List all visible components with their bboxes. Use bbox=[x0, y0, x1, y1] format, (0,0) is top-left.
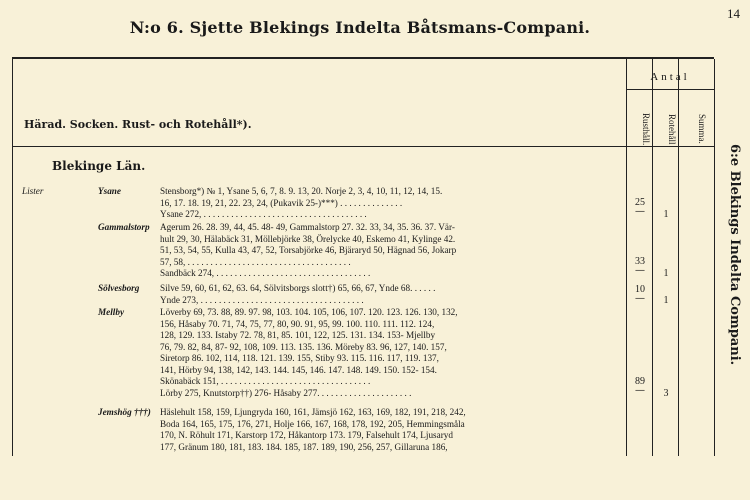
entry-line: Boda 164, 165, 175, 176, 271, Holje 166, 167, 168, 178, 192, 205, Hemmingsmåla bbox=[160, 418, 465, 429]
rusthall-count: 10 bbox=[635, 284, 645, 295]
main-column-header: Härad. Socken. Rust- och Rotehåll*). bbox=[24, 118, 252, 131]
entry-line: Ysane 272, . . . . . . . . . . . . . . . . . . . . . . . . . . . . . . . . . . . . bbox=[160, 209, 367, 219]
rotehall-count: 1 bbox=[663, 268, 669, 279]
socken-label: Jemshög †††) bbox=[98, 407, 151, 417]
entry-lines bbox=[160, 307, 620, 399]
entry-line: 128, 129. 133. Istaby 72. 78, 81, 85. 101, 122, 125. 131. 134. 153- Mjellby bbox=[160, 330, 436, 340]
rusthall-header: Rusthåll. bbox=[641, 112, 651, 146]
entry-lines bbox=[160, 407, 620, 453]
entry-line: 76, 79. 82, 84, 87- 92, 108, 109. 113. 135. 136. Möreby 83. 96, 127, 140. 157, bbox=[160, 341, 447, 352]
entry-line: 141, Hörby 94, 138, 142, 143. 144. 145, 146. 147. 148. 149. 150. 152- 154. bbox=[160, 364, 437, 375]
table-border-left bbox=[12, 59, 13, 456]
summa-header: Summa. bbox=[697, 114, 707, 144]
harad-label: Lister bbox=[22, 186, 44, 196]
entry-line: Skönabäck 151, . . . . . . . . . . . . . . . . . . . . . . . . . . . . . . . . . bbox=[160, 376, 371, 386]
rusthall-count: 25 bbox=[635, 197, 645, 208]
antal-divider bbox=[626, 89, 714, 90]
rotehall-count: 3 bbox=[663, 388, 669, 399]
entry-line: 156, Håsaby 70. 71, 74, 75, 77, 80, 90. 91, 95, 99. 100. 110. 111. 112. 124, bbox=[160, 318, 435, 329]
rotehall-count: 1 bbox=[663, 209, 669, 220]
entry-lines bbox=[160, 283, 620, 306]
entry-line: Häslehult 158, 159, Ljungryda 160, 161, Jämsjö 162, 163, 169, 182, 191, 218, 242, bbox=[160, 407, 466, 417]
rotehall-header: Rotehåll bbox=[667, 113, 677, 145]
entry-line: Lörby 275, Knutstorp††) 276- Håsaby 277. . . . . . . . . . . . . . . . . . . . . bbox=[160, 387, 412, 398]
entry-line: hult 29, 30, Hälabäck 31, Möllebjörke 38, Örelycke 40, Eskemo 41, Kylinge 42. bbox=[160, 233, 456, 244]
entry-line: 51, 53, 54, 55, Kulla 43, 47, 52, Torsabjörke 46, Bjäraryd 50, Hägnad 56, Jokarp bbox=[160, 245, 457, 255]
entry-line: Siretorp 86. 102, 114, 118. 121. 139. 155, Stiby 93. 115. 116. 117, 119. 137, bbox=[160, 353, 439, 363]
socken-label: Sölvesborg bbox=[98, 283, 140, 293]
entry-line: Ynde 273, . . . . . . . . . . . . . . . . . . . . . . . . . . . . . . . . . . . . bbox=[160, 294, 364, 305]
sum-rule: — bbox=[635, 206, 645, 217]
side-title: 6:e Blekings Indelta Compani. bbox=[727, 144, 742, 366]
entry-line: 57, 58, . . . . . . . . . . . . . . . . . . . . . . . . . . . . . . . . . . . . bbox=[160, 256, 351, 267]
page-title: N:o 6. Sjette Blekings Indelta Båtsmans-Compani. bbox=[129, 18, 591, 37]
page-number: 14 bbox=[727, 6, 740, 21]
entry-lines bbox=[160, 222, 620, 280]
entry-line: 170, N. Röhult 171, Karstorp 172, Håkantorp 173. 179, Falsehult 174, Ljusaryd bbox=[160, 430, 453, 440]
socken-label: Ysane bbox=[98, 186, 121, 196]
rusthall-count: 89 bbox=[635, 376, 645, 387]
rusthall-count: 33 bbox=[635, 256, 645, 267]
entry-line: 177, Gränum 180, 181, 183. 184. 185, 187. 189, 190, 256, 257, Gillaruna 186, bbox=[160, 441, 448, 452]
entry-line: Agerum 26. 28. 39, 44, 45. 48- 49, Gammalstorp 27. 32. 33, 34, 35. 36. 37. Vär- bbox=[160, 222, 455, 232]
socken-label: Gammalstorp bbox=[98, 222, 150, 232]
header-divider bbox=[12, 146, 714, 147]
entry-line: Löverby 69, 73. 88, 89. 97. 98, 103. 104. 105, 106, 107. 120. 123. 126. 130, 132, bbox=[160, 307, 458, 317]
table-border-right bbox=[714, 59, 715, 456]
rotehall-count: 1 bbox=[663, 295, 669, 306]
antal-header: Antal bbox=[650, 71, 690, 83]
entry-line: Silve 59, 60, 61, 62, 63. 64, Sölvitsborgs slott†) 65, 66, 67, Ynde 68. . . . . . bbox=[160, 283, 436, 293]
sum-rule: — bbox=[635, 385, 645, 396]
entry-line: Stensborg*) № 1, Ysane 5, 6, 7, 8. 9. 13, 20. Norje 2, 3, 4, 10, 11, 12, 14, 15. bbox=[160, 186, 443, 196]
entry-lines bbox=[160, 186, 620, 221]
entry-line: 16, 17. 18. 19, 21, 22. 23, 24, (Pukavik 25-)***) . . . . . . . . . . . . . . bbox=[160, 197, 403, 208]
socken-label: Mellby bbox=[98, 307, 125, 317]
entry-line: Sandbäck 274, . . . . . . . . . . . . . . . . . . . . . . . . . . . . . . . . . . bbox=[160, 268, 371, 278]
sum-rule: — bbox=[635, 293, 645, 304]
sum-rule: — bbox=[635, 265, 645, 276]
lan-heading: Blekinge Län. bbox=[52, 159, 146, 173]
